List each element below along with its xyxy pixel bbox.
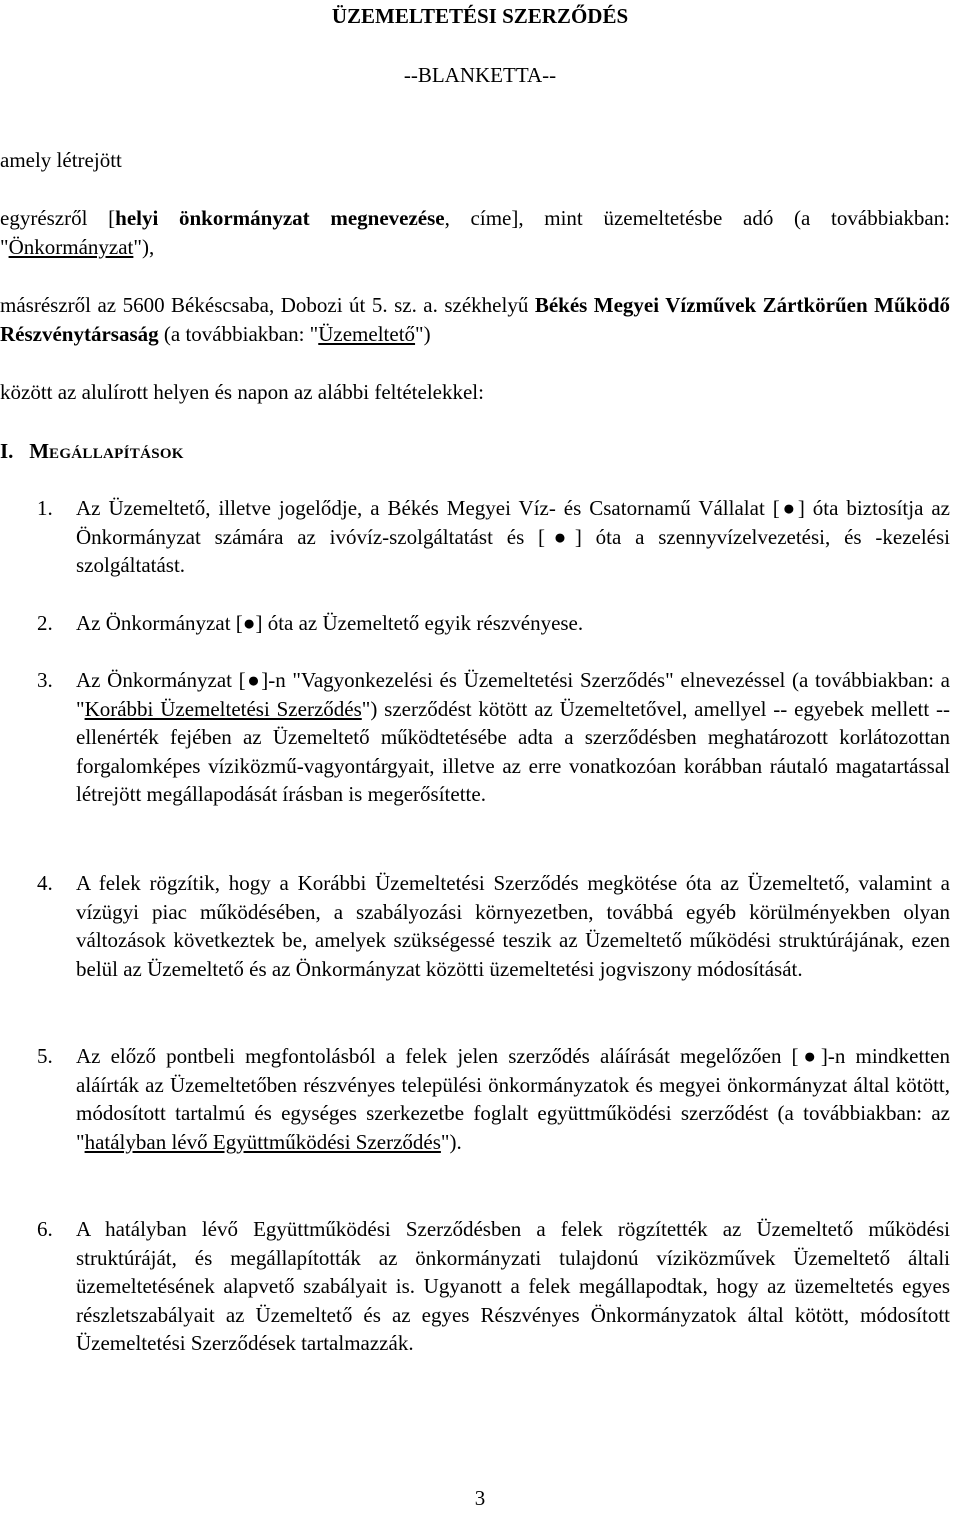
party-one-paragraph	[0, 204, 950, 261]
document-subtitle: --BLANKETTA--	[403, 63, 557, 87]
item-number: 3.	[37, 668, 53, 692]
item-number: 4.	[37, 871, 53, 895]
item-text	[76, 1042, 950, 1156]
page-number: 3	[474, 1486, 486, 1510]
item-number: 6.	[37, 1217, 53, 1241]
item-number: 2.	[37, 611, 53, 635]
section-title-initial: M	[29, 439, 50, 463]
intro-text: amely létrejött	[0, 148, 122, 172]
item-text-after: ") szerződést kötött az Üzemeltetővel, amellyel -- egyebek mellett -- ellenérték fejében az Üzemeltető működtetésébe adta a szerződésben meghatározott korlátozottan forgalomképes víziközmű-vagyontárgyait, illetve az erre vonatkozóan korábban ráutaló magatartással létrejött megállapodását írásban is megerősítette.	[76, 696, 950, 807]
party-two-prefix: másrészről az 5600 Békéscsaba, Dobozi út 5. sz. a. székhelyű	[0, 293, 535, 317]
between-text: között az alulírott helyen és napon az alábbi feltételekkel:	[0, 380, 484, 404]
party-two-suffix: ")	[415, 321, 431, 346]
party-two-paragraph	[0, 291, 950, 348]
item-text	[76, 666, 950, 809]
section-number: I.	[0, 439, 14, 463]
section-heading	[0, 437, 184, 469]
item-number: 1.	[37, 496, 53, 520]
item-text: Az Önkormányzat [●] óta az Üzemeltető egyik részvényese.	[76, 611, 584, 635]
item-number: 5.	[37, 1044, 53, 1068]
item-defined-term: hatályban lévő Együttműködési Szerződés	[84, 1129, 441, 1154]
item-text: A hatályban lévő Együttműködési Szerződésben a felek rögzítették az Üzemeltető működési struktúráját, és megállapították az önkormányzati tulajdonú víziközművek Üzemeltető általi üzemeltetésének alapvető szabályait is. Ugyanott a felek megállapodtak, hogy az üzemeltetés egyes részletszabályait az Üzemeltető és az egyes Részvényes Önkormányzatok által kötött, módosított Üzemeltetési Szerződések tartalmazzák.	[76, 1217, 950, 1356]
item-text-before: Az Önkormányzat [●]-n "Vagyonkezelési és Üzemeltetési Szerződés" elnevezéssel (a továbbiakban: a "	[76, 668, 950, 721]
party-two-defined-term: Üzemeltető	[318, 321, 416, 346]
section-title-rest: EGÁLLAPÍTÁSOK	[49, 446, 184, 462]
item-text-before: Az előző pontbeli megfontolásból a felek jelen szerződés aláírását megelőzően [●]-n mindketten aláírták az Üzemeltetőben részvényes települési önkormányzatok és megyei önkormányzat által kötött, módosított tartalmú és egységes szerkezetbe foglalt együttműködési szerződést (a továbbiakban: az "	[76, 1044, 950, 1154]
item-text-after: ").	[440, 1129, 462, 1154]
party-two-name: Békés Megyei Vízművek Zártkörűen Működő Részvénytársaság	[0, 293, 951, 346]
party-one-defined-term: Önkormányzat	[8, 234, 134, 259]
party-two-mid: (a továbbiakban: "	[158, 321, 319, 346]
item-defined-term: Korábbi Üzemeltetési Szerződés	[84, 696, 362, 721]
party-one-suffix: "),	[133, 234, 155, 259]
party-one-mid: , címe], mint üzemeltetésbe adó (a továbbiakban: "	[0, 206, 951, 259]
party-one-prefix: egyrészről [	[0, 206, 116, 230]
document-title: ÜZEMELTETÉSI SZERZŐDÉS	[331, 4, 629, 28]
item-text: A felek rögzítik, hogy a Korábbi Üzemeltetési Szerződés megkötése óta az Üzemeltető, valamint a vízügyi piac működésében, a szabályozási környezetben, továbbá egyéb körülményekben olyan változások következtek be, amelyek szükségessé teszik az Üzemeltető működési struktúrájának, ezen belül az Üzemeltető és az Önkormányzat közötti üzemeltetési jogviszony módosítását.	[76, 871, 950, 981]
item-text: Az Üzemeltető, illetve jogelődje, a Békés Megyei Víz- és Csatornamű Vállalat [●] óta biztosítja az Önkormányzat számára az ivóvíz-szolgáltatást és [●] óta a szennyvízelvezetési, és -kezelési szolgáltatást.	[76, 496, 950, 578]
party-one-name: helyi önkormányzat megnevezése	[115, 206, 445, 230]
